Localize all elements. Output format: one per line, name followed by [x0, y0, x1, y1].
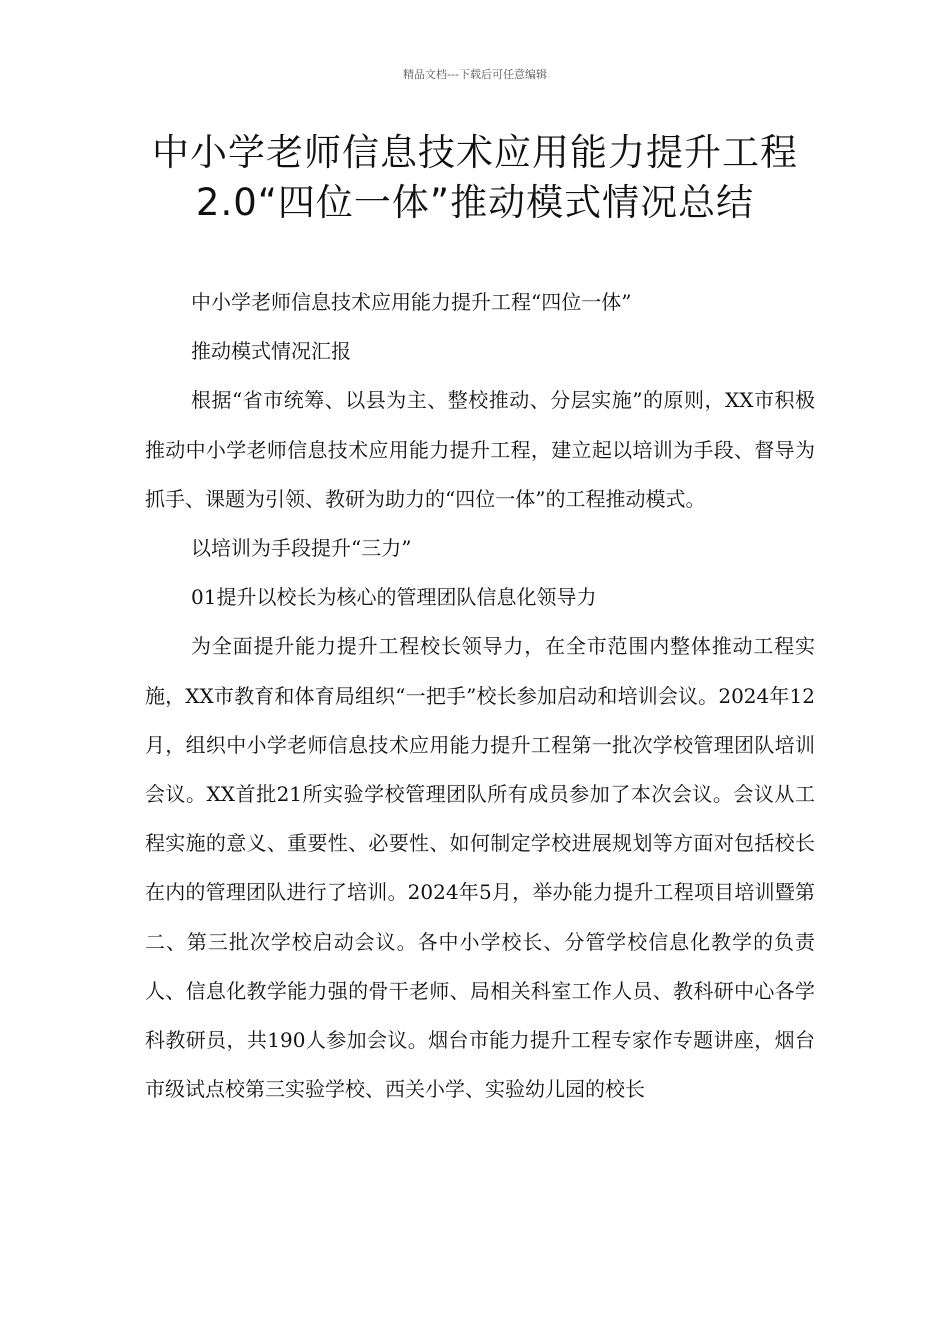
subsection-heading: 01提升以校长为核心的管理团队信息化领导力 [191, 585, 597, 610]
title-line-2: 2.0“四位一体”推动模式情况总结 [195, 181, 755, 224]
paragraph-subtitle-1: 中小学老师信息技术应用能力提升工程“四位一体” [191, 290, 632, 314]
paragraph-subtitle-2: 推动模式情况汇报 [191, 339, 351, 364]
header-note: 精品文档---下载后可任意编辑 [403, 68, 547, 81]
paragraph-intro: 根据“省市统筹、以县为主、整校推动、分层实施”的原则，XX市积极推动中小学老师信息技术应用能力提升工程，建立起以培训为手段、督导为抓手、课题为引领、教研为助力的“四位一体”的工程推动模式。 [145, 388, 815, 511]
section-heading: 以培训为手段提升“三力” [191, 536, 412, 561]
title-line-1: 中小学老师信息技术应用能力提升工程 [152, 131, 798, 174]
document-body [145, 278, 815, 1114]
paragraph-body: 为全面提升能力提升工程校长领导力，在全市范围内整体推动工程实施，XX市教育和体育局组织“一把手”校长参加启动和培训会议。2024年12月，组织中小学老师信息技术应用能力提升工程第一批次学校管理团队培训会议。XX首批21所实验学校管理团队所有成员参加了本次会议。会议从工程实施的意义、重要性、必要性、如何制定学校进展规划等方面对包括校长在内的管理团队进行了培训。2024年5月，举办能力提升工程项目培训暨第二、第三批次学校启动会议。各中小学校长、分管学校信息化教学的负责人、信息化教学能力强的骨干老师、局相关科室工作人员、教科研中心各学科教研员，共190人参加会议。烟台市能力提升工程专家作专题讲座，烟台市级试点校第三实验学校、西关小学、实验幼儿园的校长 [145, 634, 815, 1102]
document-title [70, 128, 880, 228]
